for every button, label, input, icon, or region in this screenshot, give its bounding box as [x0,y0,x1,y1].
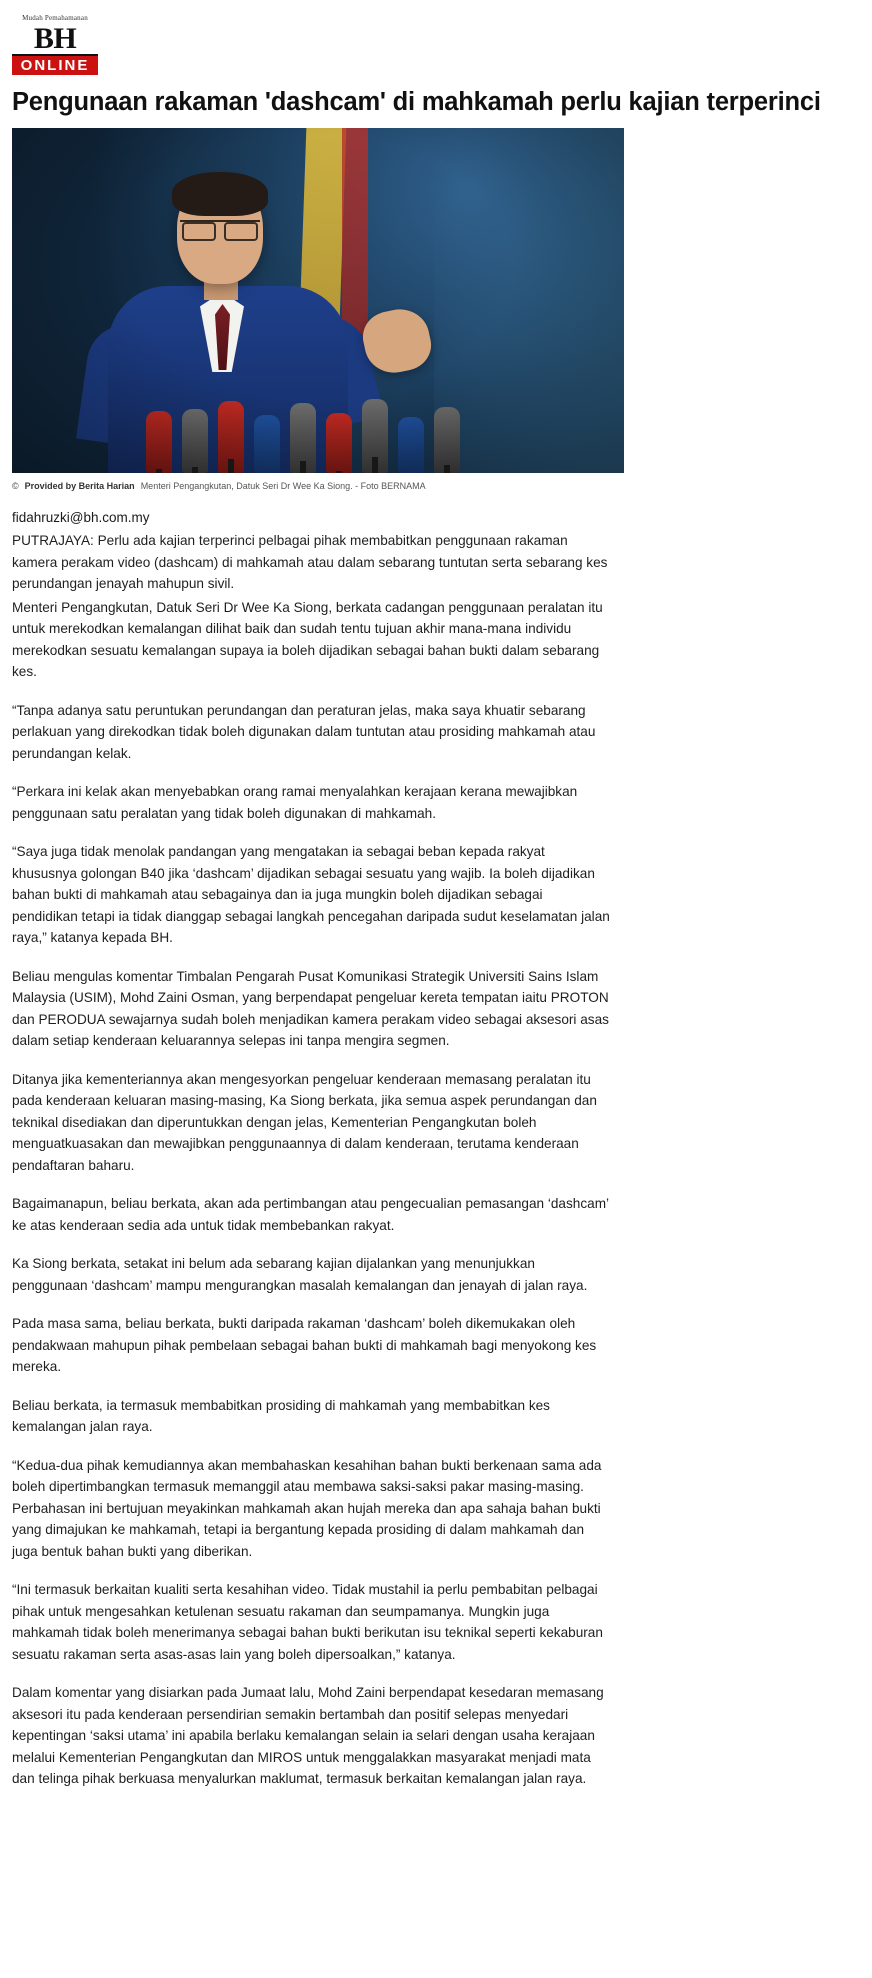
article-paragraph: Pada masa sama, beliau berkata, bukti daripada rakaman ‘dashcam’ boleh dikemukakan oleh pendakwaan mahupun pihak pembelaan sebagai bahan bukti di mahkamah bagi menyokong kes mereka. [12,1316,597,1374]
article-paragraph: Menteri Pengangkutan, Datuk Seri Dr Wee Ka Siong, berkata cadangan penggunaan peralatan itu untuk merekodkan kemalangan dilihat baik dan sudah tentu tujuan akhir mana-mana individu merekodkan sesuatu kemalangan supaya ia boleh dijadikan sebagai bahan bukti dalam sebarang kes. [12,599,603,679]
image-vignette [12,128,624,473]
article-paragraph: Dalam komentar yang disiarkan pada Jumaat lalu, Mohd Zaini berpendapat kesedaran memasang aksesori itu pada kenderaan persendirian semakin bertambah dan positif selepas menyedari kepentingan ‘saksi utama’ ini apabila berlaku kemalangan selain ia selari dengan usaha kerajaan melalui Kementerian Pengangkutan dan MIROS untuk menggalakkan masyarakat menjadi mata dan telinga pihak berkuasa menyalurkan maklumat, termasuk berkaitan kemalangan jalan raya. [12,1685,604,1786]
image-caption: Menteri Pengangkutan, Datuk Seri Dr Wee Ka Siong. - Foto BERNAMA [140,481,426,491]
article-paragraph: Beliau berkata, ia termasuk membabitkan prosiding di mahkamah yang membabitkan kes kemalangan jalan raya. [12,1397,550,1434]
article-paragraph: “Perkara ini kelak akan menyebabkan orang ramai menyalahkan kerajaan kerana mewajibkan penggunaan satu peralatan yang tidak boleh digunakan di mahkamah. [12,784,578,821]
article-paragraph: “Kedua-dua pihak kemudiannya akan membahaskan kesahihan bahan bukti berkenaan sama ada boleh dipertimbangkan termasuk memanggil atau membawa saksi-saksi pakar masing-masing. Perbahasan ini bertujuan meyakinkan mahkamah akan hujah mereka dan apa sahaja bahan bukti yang dimajukan ke mahkamah, tetapi ia bergantung kepada prosiding di dalam mahkamah dan juga bentuk bahan bukti yang diberikan. [12,1457,602,1559]
logo-online-text: ONLINE [12,56,98,75]
article-paragraph: Beliau mengulas komentar Timbalan Pengarah Pusat Komunikasi Strategik Universiti Sains Islam Malaysia (USIM), Mohd Zaini Osman, yang berpendapat pengeluar kereta tempatan iaitu PROTON dan PERODUA sewajarnya sudah boleh menjadikan kamera perakam video sebagai aksesori asas dalam setiap kenderaan keluarannya selepas ini tanpa mengira segmen. [12,968,609,1048]
hero-image [12,128,624,473]
article-paragraph: “Tanpa adanya satu peruntukan perundangan dan peraturan jelas, maka saya khuatir sebarang perlakuan yang direkodkan tidak boleh digunakan dalam tuntutan atau prosiding mahkamah atau perundangan kelak. [12,702,596,761]
logo-kicker: Mudah Pemahamanan [22,14,88,22]
article-paragraph: Bagaimanapun, beliau berkata, akan ada pertimbangan atau pengecualian pemasangan ‘dashcam’ ke atas kenderaan sedia ada untuk tidak membebankan rakyat. [12,1196,609,1233]
article-paragraph: “Saya juga tidak menolak pandangan yang mengatakan ia sebagai beban kepada rakyat khususnya golongan B40 jika ‘dashcam’ dijadikan sebagai sesuatu yang wajib. Ia boleh dijadikan bahan bukti di mahkamah atau sebagainya dan ia juga mungkin boleh dijadikan sebagai pendidikan tetapi ia tidak dianggap sebagai langkah pencegahan daripada sudut keselamatan jalan raya,” katanya kepada BH. [12,844,610,945]
article-paragraph: Ka Siong berkata, setakat ini belum ada sebarang kajian dijalankan yang menunjukkan penggunaan ‘dashcam’ mampu mengurangkan masalah kemalangan dan jenayah di jalan raya. [12,1256,588,1293]
site-masthead [12,10,860,81]
article-paragraph: “Ini termasuk berkaitan kualiti serta kesahihan video. Tidak mustahil ia perlu pembabitan pelbagai pihak untuk mengesahkan ketulenan sesuatu rakaman dan seumpamanya. Mungkin juga mahkamah tidak boleh menerimanya sebagai bahan bukti berikutan isu teknikal seperti kekaburan sesuatu rakaman serta asas-asas lain yang boleh dipersoalkan,” katanya. [12,1582,603,1662]
article-body [12,530,610,1790]
image-provider: Provided by Berita Harian [24,481,135,491]
article-paragraph: Ditanya jika kementeriannya akan mengesyorkan pengeluar kenderaan memasang peralatan itu pada kenderaan keluaran masing-masing, Ka Siong berkata, jika semua aspek perundangan dan teknikal disediakan dan diperuntukkan dengan jelas, Kementerian Pengangkutan boleh menguatkuasakan dan mewajibkan penggunaannya di dalam kenderaan, terutama kenderaan pendaftaran baharu. [12,1071,597,1173]
bh-online-logo[interactable] [12,14,98,75]
image-credit-bar [12,473,624,494]
copyright-icon: © [12,481,19,491]
byline-email[interactable]: fidahruzki@bh.com.my [12,510,150,525]
article-paragraph: PUTRAJAYA: Perlu ada kajian terperinci pelbagai pihak membabitkan penggunaan rakaman kamera perakam video (dashcam) di mahkamah atau dalam sebarang tuntutan serta sebarang kes perundangan jenayah mahupun sivil. [12,533,608,591]
page-title: Pengunaan rakaman 'dashcam' di mahkamah perlu kajian terperinci [12,88,821,116]
logo-bh-text: BH [12,24,98,56]
